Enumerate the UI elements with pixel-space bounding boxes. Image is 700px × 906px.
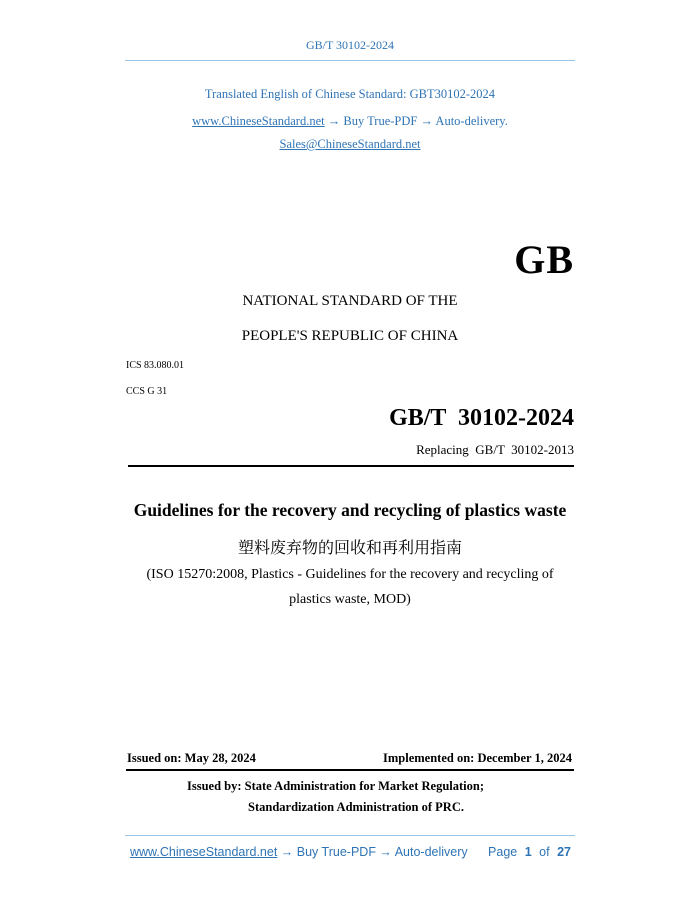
email-line — [0, 137, 700, 152]
ccs-code: CCS G 31 — [126, 386, 168, 397]
translated-note: Translated English of Chinese Standard: GBT30102-2024 — [204, 87, 496, 101]
ics-code: ICS 83.080.01 — [126, 360, 185, 371]
page-indicator — [488, 845, 571, 859]
title-top-rule — [128, 465, 574, 467]
email-link[interactable]: Sales@ChineseStandard.net — [279, 137, 421, 151]
iso-reference-line-1: (ISO 15270:2008, Plastics - Guidelines for the recovery and recycling of — [146, 567, 554, 582]
page-total: 27 — [557, 845, 571, 859]
national-standard-line-2: PEOPLE'S REPUBLIC OF CHINA — [241, 328, 459, 344]
replacing-note: Replacing GB/T 30102-2013 — [416, 442, 574, 457]
issuer-line-2: Standardization Administration of PRC. — [248, 800, 464, 814]
footer-divider — [125, 835, 575, 836]
promo-suffix: → Buy True-PDF → Auto-delivery. — [327, 114, 508, 128]
page-label: Page — [488, 845, 518, 859]
dates-rule — [126, 769, 574, 771]
national-standard-line-1: NATIONAL STANDARD OF THE — [242, 293, 458, 309]
implemented-date: Implemented on: December 1, 2024 — [383, 751, 572, 765]
header-divider — [125, 60, 575, 61]
iso-reference-line-2: plastics waste, MOD) — [289, 592, 411, 607]
gb-emblem: GB — [514, 237, 574, 282]
page-current: 1 — [524, 845, 532, 859]
issued-date: Issued on: May 28, 2024 — [127, 751, 256, 765]
page-of: of — [539, 845, 550, 859]
standard-number: GB/T 30102-2024 — [389, 405, 574, 431]
running-header: GB/T 30102-2024 — [305, 38, 395, 52]
footer-promo-suffix: → Buy True-PDF → Auto-delivery — [280, 845, 468, 859]
english-title: Guidelines for the recovery and recycling of plastics waste — [133, 500, 567, 520]
promo-line — [0, 114, 700, 129]
footer-site-link[interactable]: www.ChineseStandard.net — [130, 845, 278, 859]
site-link[interactable]: www.ChineseStandard.net — [192, 114, 325, 128]
issuer-line-1: Issued by: State Administration for Market Regulation; — [187, 779, 484, 793]
footer-promo — [130, 845, 468, 859]
chinese-title: 塑料废弃物的回收和再利用指南 — [237, 540, 462, 557]
